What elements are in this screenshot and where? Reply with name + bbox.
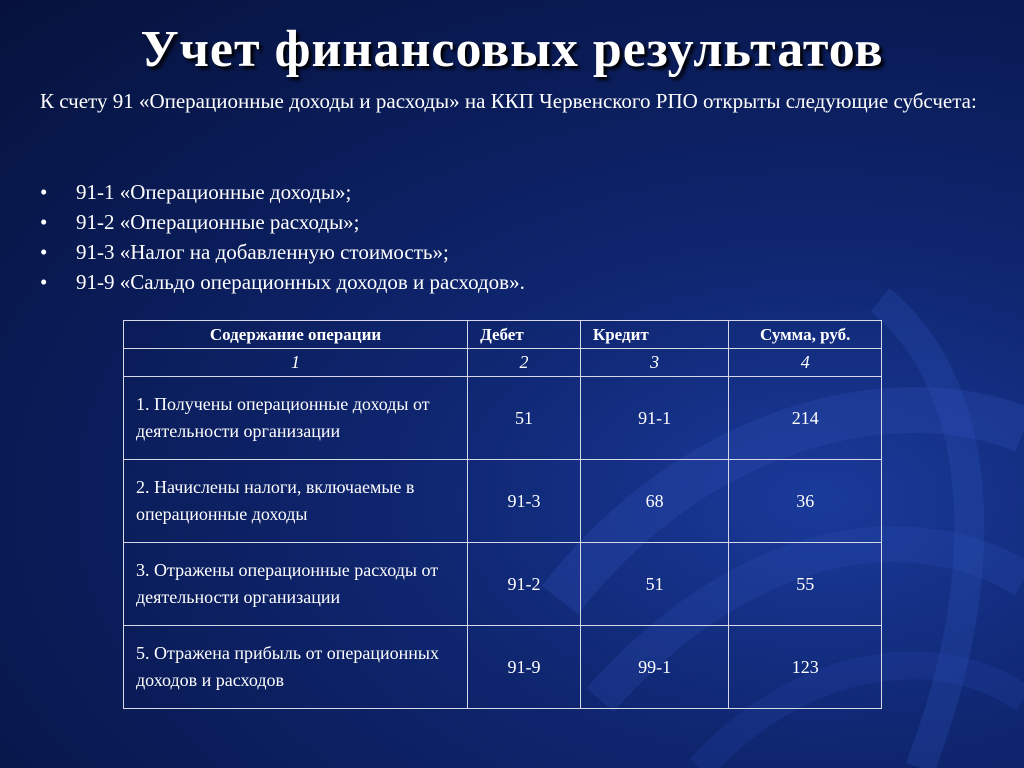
bullet-icon: •	[40, 180, 48, 204]
credit-cell: 68	[580, 460, 728, 543]
list-item-text: 91-2 «Операционные расходы»;	[76, 210, 360, 234]
bullet-icon: •	[40, 270, 48, 294]
credit-cell: 51	[580, 543, 728, 626]
table-header-row	[124, 321, 882, 349]
slide-title: Учет финансовых результатов	[140, 21, 884, 78]
credit-cell: 99-1	[580, 626, 728, 709]
table-row	[124, 460, 882, 543]
list-item-text: 91-9 «Сальдо операционных доходов и расходов».	[76, 270, 525, 294]
debit-cell: 91-3	[468, 460, 581, 543]
operation-description: 1. Получены операционные доходы от деятельности организации	[124, 377, 468, 460]
header-credit: Кредит	[580, 321, 728, 349]
column-number: 4	[729, 349, 882, 377]
operation-description: 2. Начислены налоги, включаемые в операционные доходы	[124, 460, 468, 543]
operations-table	[123, 320, 882, 709]
list-item	[40, 177, 980, 207]
debit-cell: 91-2	[468, 543, 581, 626]
amount-cell: 36	[729, 460, 882, 543]
column-number-row	[124, 349, 882, 377]
operation-description: 3. Отражены операционные расходы от деятельности организации	[124, 543, 468, 626]
debit-cell: 91-9	[468, 626, 581, 709]
table-row	[124, 377, 882, 460]
table-row	[124, 543, 882, 626]
header-operation: Содержание операции	[124, 321, 468, 349]
column-number: 3	[580, 349, 728, 377]
list-item	[40, 207, 980, 237]
debit-cell: 51	[468, 377, 581, 460]
list-item-text: 91-1 «Операционные доходы»;	[76, 180, 352, 204]
credit-cell: 91-1	[580, 377, 728, 460]
bullet-icon: •	[40, 240, 48, 264]
amount-cell: 214	[729, 377, 882, 460]
header-debit: Дебет	[468, 321, 581, 349]
amount-cell: 55	[729, 543, 882, 626]
amount-cell: 123	[729, 626, 882, 709]
header-amount: Сумма, руб.	[729, 321, 882, 349]
subaccount-list	[40, 177, 980, 297]
list-item-text: 91-3 «Налог на добавленную стоимость»;	[76, 240, 449, 264]
operation-description: 5. Отражена прибыль от операционных доходов и расходов	[124, 626, 468, 709]
list-item	[40, 267, 980, 297]
list-item	[40, 237, 980, 267]
column-number: 2	[468, 349, 581, 377]
column-number: 1	[124, 349, 468, 377]
bullet-icon: •	[40, 210, 48, 234]
table-row	[124, 626, 882, 709]
intro-text: К счету 91 «Операционные доходы и расходы» на ККП Червенского РПО открыты следующие субсчета:	[40, 89, 977, 113]
